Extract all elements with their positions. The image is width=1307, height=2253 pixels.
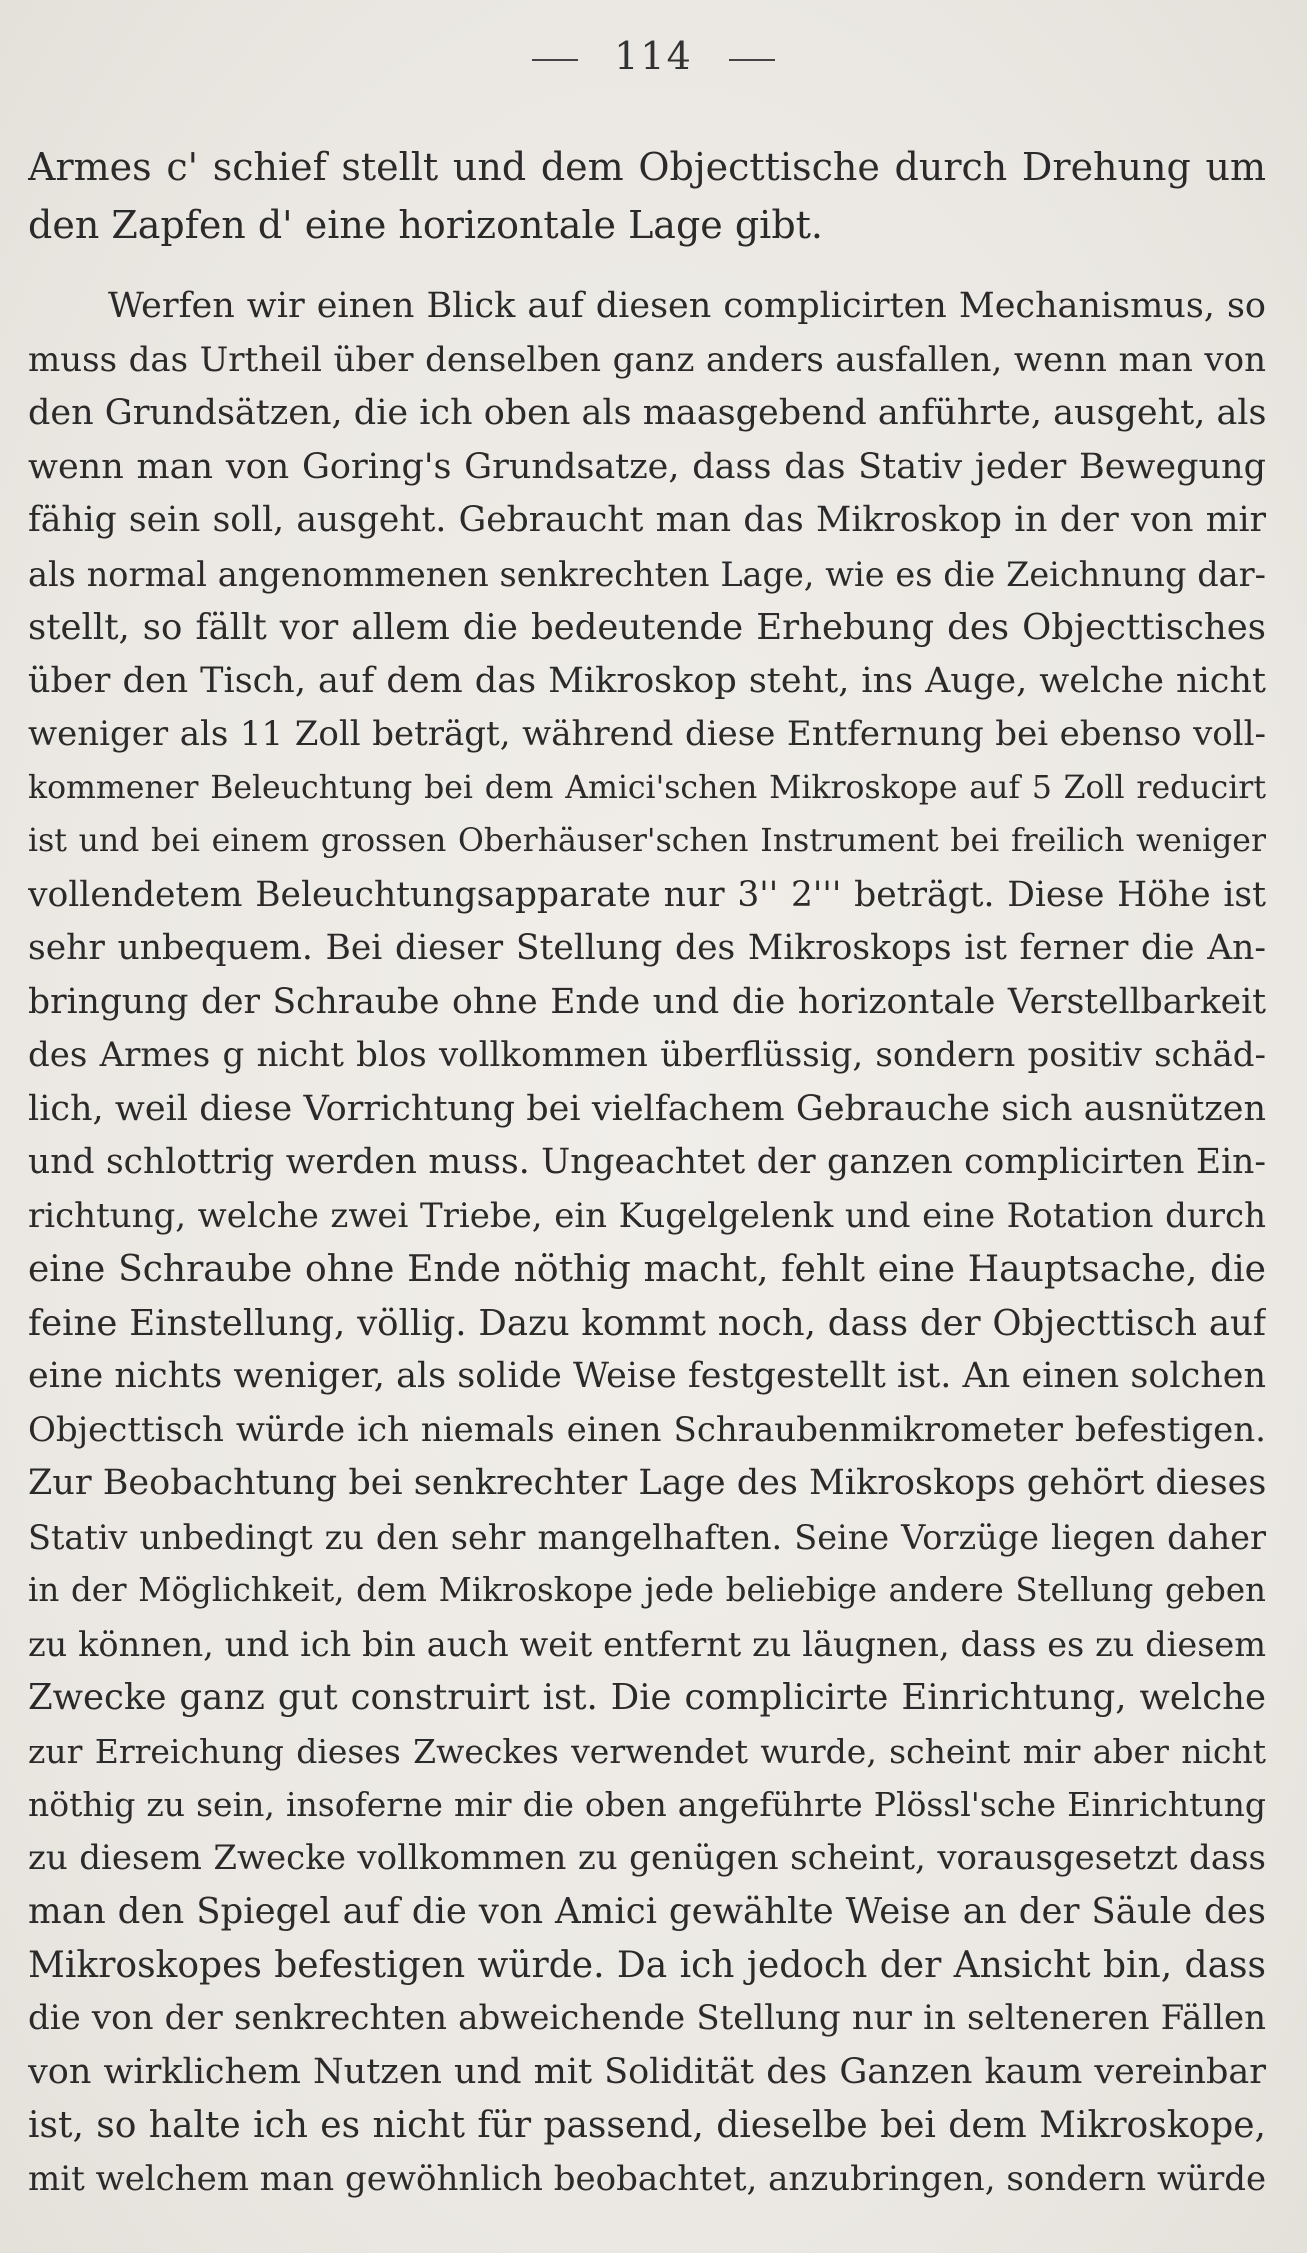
- text-line: weniger als 11 Zoll beträgt, während diese Entfernung bei ebenso voll-: [28, 714, 1266, 754]
- text-line: eine Schraube ohne Ende nöthig macht, fehlt eine Hauptsache, die: [28, 1249, 1266, 1290]
- paragraph-main: [28, 280, 1266, 2206]
- page-header: [0, 34, 1307, 78]
- text-line: fähig sein soll, ausgeht. Gebraucht man das Mikroskop in der von mir: [28, 500, 1266, 540]
- page-number: 114: [614, 34, 693, 78]
- text-line: mit welchem man gewöhnlich beobachtet, anzubringen, sondern würde: [28, 2158, 1266, 2199]
- text-line: man den Spiegel auf die von Amici gewählte Weise an der Säule des: [28, 1891, 1266, 1932]
- text-line: richtung, welche zwei Triebe, ein Kugelgelenk und eine Rotation durch: [28, 1195, 1266, 1236]
- text-line: und schlottrig werden muss. Ungeachtet der ganzen complicirten Ein-: [28, 1142, 1266, 1182]
- text-line: als normal angenommenen senkrechten Lage, wie es die Zeichnung dar-: [28, 554, 1266, 594]
- text-line: Armes c' schief stellt und dem Objecttische durch Drehung um: [28, 145, 1266, 189]
- text-line: stellt, so fällt vor allem die bedeutende Erhebung des Objecttisches: [28, 607, 1266, 648]
- header-dash-left: [532, 59, 578, 61]
- text-line: wenn man von Goring's Grundsatze, dass das Stativ jeder Bewegung: [28, 446, 1266, 487]
- text-line: den Zapfen d' eine horizontale Lage gibt.: [28, 203, 824, 247]
- text-line: ist, so halte ich es nicht für passend, dieselbe bei dem Mikroskope,: [28, 2105, 1266, 2146]
- text-line: Stativ unbedingt zu den sehr mangelhaften. Seine Vorzüge liegen daher: [28, 1517, 1266, 1557]
- text-line: Werfen wir einen Blick auf diesen complicirten Mechanismus, so: [108, 286, 1266, 326]
- text-line: von wirklichem Nutzen und mit Solidität des Ganzen kaum vereinbar: [28, 2051, 1266, 2092]
- text-line: zu können, und ich bin auch weit entfernt zu läugnen, dass es zu diesem: [28, 1624, 1266, 1664]
- text-line: Zur Beobachtung bei senkrechter Lage des Mikroskops gehört dieses: [28, 1463, 1266, 1503]
- text-line: lich, weil diese Vorrichtung bei vielfachem Gebrauche sich ausnützen: [28, 1088, 1266, 1129]
- text-line: muss das Urtheil über denselben ganz anders ausfallen, wenn man von: [28, 339, 1266, 380]
- text-line: zur Erreichung dieses Zweckes verwendet wurde, scheint mir aber nicht: [28, 1731, 1266, 1771]
- text-line: in der Möglichkeit, dem Mikroskope jede beliebige andere Stellung geben: [28, 1571, 1266, 1609]
- text-line: vollendetem Beleuchtungsapparate nur 3'' 2''' beträgt. Diese Höhe ist: [28, 874, 1266, 915]
- text-line: sehr unbequem. Bei dieser Stellung des Mikroskops ist ferner die An-: [28, 928, 1266, 968]
- paragraph-continuation: [28, 138, 1266, 254]
- text-line: nöthig zu sein, insoferne mir die oben angeführte Plössl'sche Einrichtung: [28, 1785, 1266, 1824]
- text-line: eine nichts weniger, als solide Weise festgestellt ist. An einen solchen: [28, 1356, 1266, 1396]
- text-line: feine Einstellung, völlig. Dazu kommt noch, dass der Objecttisch auf: [28, 1302, 1266, 1344]
- text-line: kommener Beleuchtung bei dem Amici'schen Mikroskope auf 5 Zoll reducirt: [28, 769, 1266, 806]
- text-line: zu diesem Zwecke vollkommen zu genügen scheint, vorausgesetzt dass: [28, 1837, 1266, 1878]
- text-line: Mikroskopes befestigen würde. Da ich jedoch der Ansicht bin, dass: [28, 1944, 1266, 1986]
- text-line: den Grundsätzen, die ich oben als maasgebend anführte, ausgeht, als: [28, 393, 1266, 433]
- text-line: Objecttisch würde ich niemals einen Schraubenmikrometer befestigen.: [28, 1409, 1266, 1450]
- text-line: die von der senkrechten abweichende Stellung nur in selteneren Fällen: [28, 1998, 1266, 2038]
- header-dash-right: [729, 59, 775, 61]
- text-line: über den Tisch, auf dem das Mikroskop steht, ins Auge, welche nicht: [28, 660, 1266, 701]
- text-line: Zwecke ganz gut construirt ist. Die complicirte Einrichtung, welche: [28, 1677, 1266, 1718]
- text-line: des Armes g nicht blos vollkommen überflüssig, sondern positiv schäd-: [28, 1035, 1266, 1075]
- text-line: ist und bei einem grossen Oberhäuser'schen Instrument bei freilich weniger: [28, 823, 1266, 859]
- text-line: bringung der Schraube ohne Ende und die horizontale Verstellbarkeit: [28, 981, 1266, 1022]
